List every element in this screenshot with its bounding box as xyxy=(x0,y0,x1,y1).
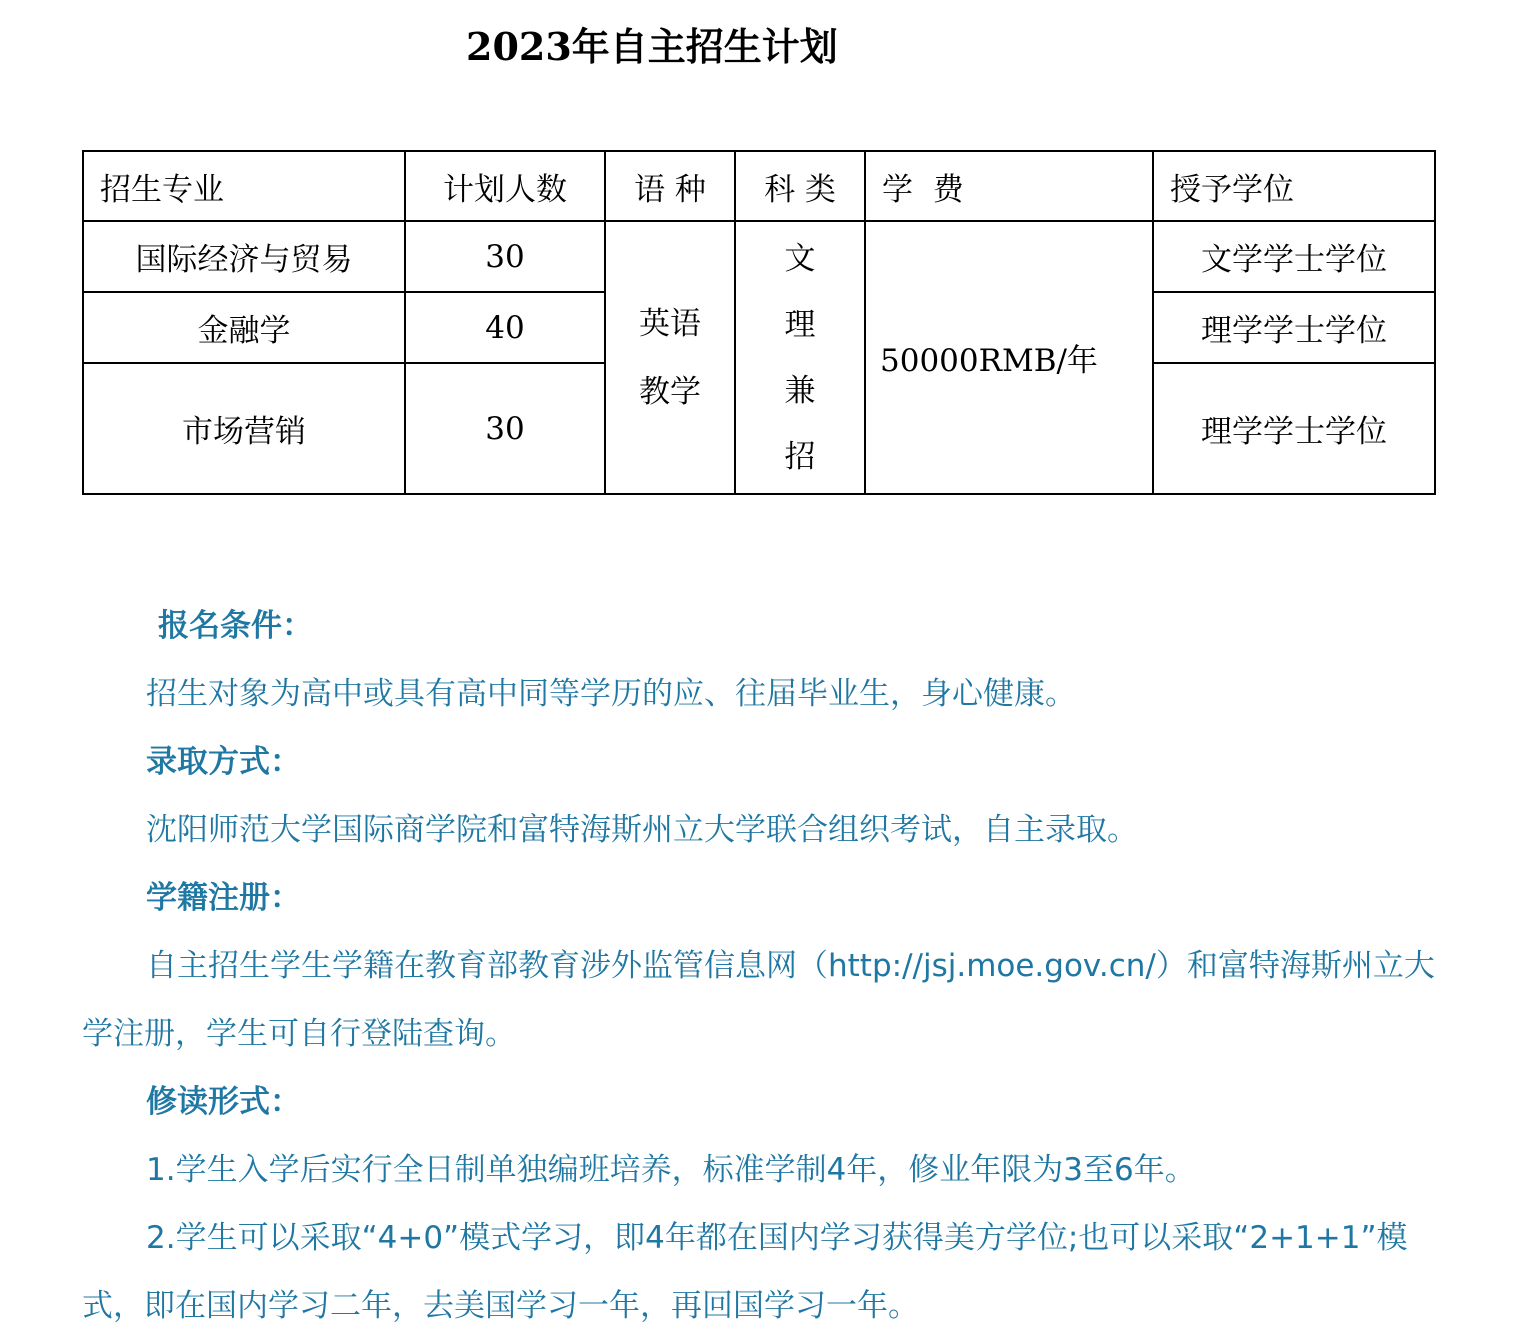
header-major: 招生专业 xyxy=(83,151,405,221)
major-cell: 金融学 xyxy=(83,292,405,363)
registration-text: 自主招生学生学籍在教育部教育涉外监管信息网（http://jsj.moe.gov.cn/）和富特海斯州立大学注册，学生可自行登陆查询。 xyxy=(82,948,1435,1052)
degree-cell: 理学学士学位 xyxy=(1153,292,1435,363)
admission-heading: 录取方式： xyxy=(146,744,301,780)
fee-cell: 50000RMB/年 xyxy=(865,221,1153,494)
eligibility-heading: 报名条件： xyxy=(158,608,313,644)
study-item-1: 1.学生入学后实行全日制单独编班培养，标准学制4年，修业年限为3至6年。 xyxy=(146,1152,1196,1188)
registration-heading: 学籍注册： xyxy=(146,880,301,916)
major-cell: 市场营销 xyxy=(83,363,405,494)
category-cell xyxy=(735,221,865,494)
category-char: 文 xyxy=(784,240,816,277)
header-degree: 授予学位 xyxy=(1153,151,1435,221)
study-item-2: 2.学生可以采取“4+0”模式学习，即4年都在国内学习获得美方学位;也可以采取“2+1+1”模式，即在国内学习二年，去美国学习一年，再回国学习一年。 xyxy=(82,1220,1408,1324)
count-cell: 30 xyxy=(405,221,605,292)
category-char: 招 xyxy=(784,438,816,475)
language-line: 教学 xyxy=(639,373,701,410)
study-heading: 修读形式： xyxy=(146,1084,301,1120)
count-cell: 30 xyxy=(405,363,605,494)
degree-cell: 文学学士学位 xyxy=(1153,221,1435,292)
eligibility-text: 招生对象为高中或具有高中同等学历的应、往届毕业生，身心健康。 xyxy=(146,676,1076,712)
language-cell xyxy=(605,221,735,494)
admission-text: 沈阳师范大学国际商学院和富特海斯州立大学联合组织考试，自主录取。 xyxy=(146,812,1138,848)
header-category: 科 类 xyxy=(735,151,865,221)
page-title: 2023年自主招生计划 xyxy=(466,24,838,69)
table-header-row xyxy=(83,151,1435,221)
admission-info xyxy=(82,592,1442,1340)
major-cell: 国际经济与贸易 xyxy=(83,221,405,292)
category-char: 兼 xyxy=(784,372,816,409)
degree-cell: 理学学士学位 xyxy=(1153,363,1435,494)
count-cell: 40 xyxy=(405,292,605,363)
header-language: 语 种 xyxy=(605,151,735,221)
category-char: 理 xyxy=(784,306,816,343)
language-line: 英语 xyxy=(639,305,701,342)
header-fee: 学 费 xyxy=(865,151,1153,221)
enrollment-plan-table xyxy=(82,150,1436,495)
header-count: 计划人数 xyxy=(405,151,605,221)
table-row xyxy=(83,221,1435,292)
